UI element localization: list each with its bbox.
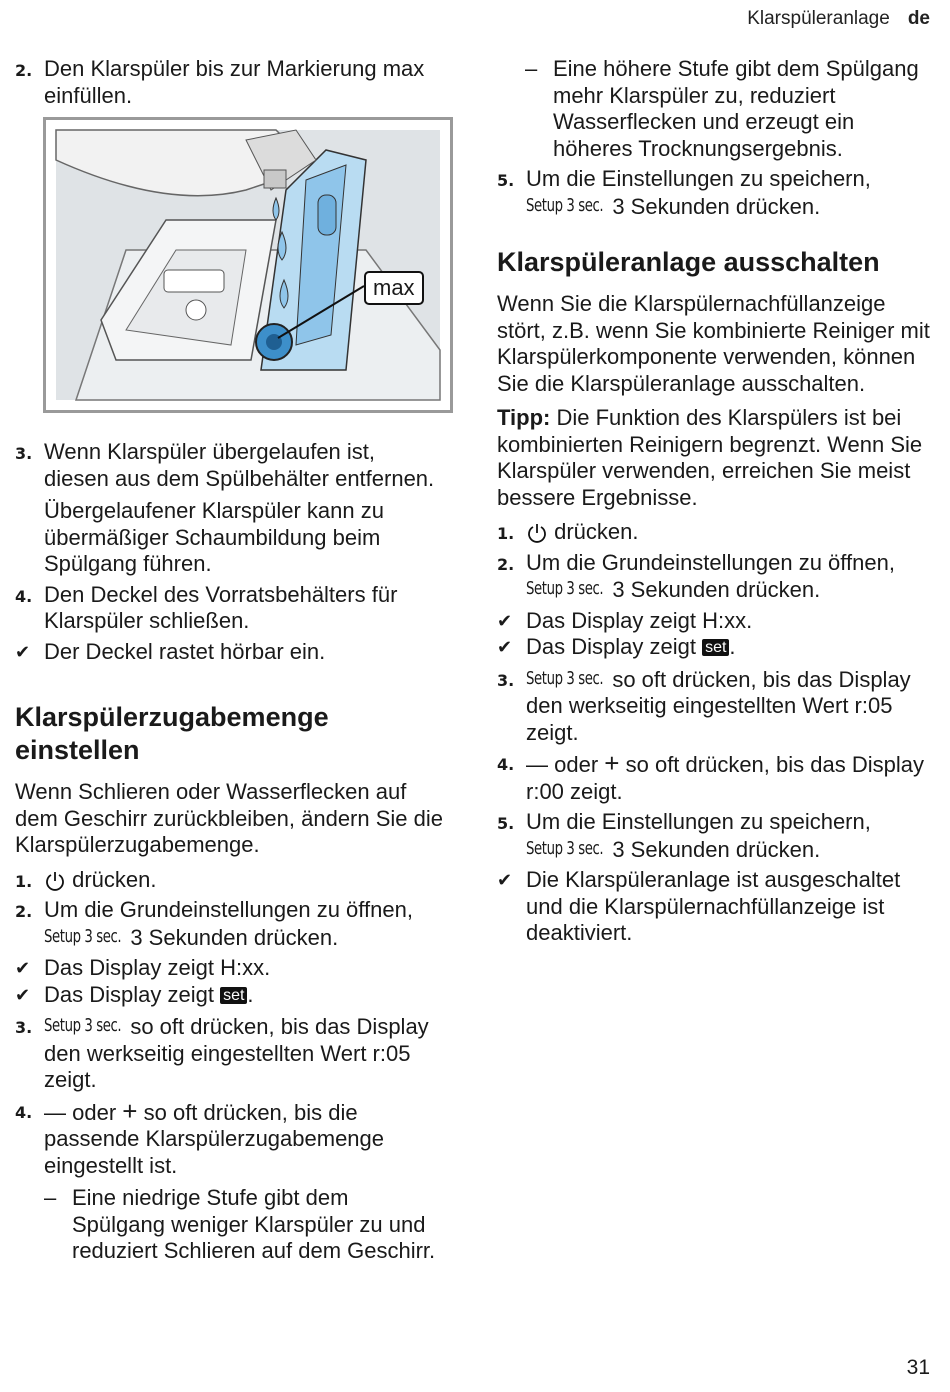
step-save [497, 809, 937, 863]
step-number: 2. [497, 554, 515, 574]
setup-button-label: Setup 3 sec. [526, 667, 604, 689]
step-number: 1. [15, 871, 33, 891]
step-text: so oft drücken, bis die passende Klarspülerzugabemenge eingestellt ist. [44, 1099, 385, 1178]
step-power [497, 519, 937, 546]
result-item [15, 955, 445, 982]
step-press-setup [497, 666, 937, 747]
result-text: Der Deckel rastet hörbar ein. [44, 638, 326, 664]
step-text: drücken. [72, 866, 157, 892]
dash-text: Eine höhere Stufe gibt dem Spülgang mehr Klarspüler zu, reduziert Wasserflecken und erzeugt ein höheres Trocknungsergebnis. [553, 56, 919, 161]
result-text: Das Display zeigt [44, 981, 214, 1007]
step-number: 4. [15, 1102, 33, 1122]
header-section: Klarspüleranlage [747, 8, 890, 29]
setup-button-label: Setup 3 sec. [526, 578, 604, 599]
result-text: Das Display zeigt H:xx. [44, 955, 271, 980]
step-text: Um die Einstellungen zu speichern, [526, 809, 871, 834]
dash-text: Eine niedrige Stufe gibt dem Spülgang weniger Klarspüler zu und reduziert Schlieren auf dem Geschirr. [72, 1185, 436, 1263]
max-label: max [364, 271, 424, 305]
tip-label: Tipp: [497, 405, 551, 430]
step-text: so oft drücken, bis das Display den werkseitig eingestellten Wert r:05 zeigt. [526, 666, 911, 745]
dispenser-drawing [46, 120, 450, 410]
result-item [497, 867, 937, 947]
checkmark-icon: ✔ [15, 958, 31, 978]
dash-bullet: – [44, 1185, 57, 1210]
step-open-settings [15, 897, 445, 951]
section-intro: Wenn Sie die Klarspülernachfüllanzeige stört, z.B. wenn Sie kombinierte Reiniger mit Klarspülerkomponente verwenden, können Sie die Klarspüleranlage ausschalten. [497, 291, 930, 396]
step-text: Um die Grundeinstellungen zu öffnen, [44, 897, 413, 922]
step-text: so oft drücken, bis das Display den werkseitig eingestellten Wert r:05 zeigt. [44, 1014, 429, 1092]
plus-icon: + [122, 1095, 138, 1126]
result-item [497, 608, 937, 635]
step-adjust [15, 1095, 445, 1265]
header-language: de [907, 8, 930, 29]
checkmark-icon: ✔ [497, 637, 513, 657]
setup-button-label: Setup 3 sec. [526, 194, 604, 216]
step-overflow [15, 439, 445, 578]
step-close-lid [15, 582, 445, 635]
step-text: Den Klarspüler bis zur Markierung max einfüllen. [44, 56, 425, 108]
step-power [15, 867, 445, 894]
step-open-settings [497, 550, 937, 604]
step-number: 3. [15, 1018, 33, 1037]
right-column [497, 56, 937, 947]
set-badge: set [220, 987, 247, 1004]
step-number: 4. [497, 755, 515, 774]
section-heading: Klarspüleranlage ausschalten [497, 247, 880, 277]
checkmark-icon: ✔ [497, 610, 513, 631]
checkmark-icon: ✔ [497, 870, 513, 890]
power-icon [526, 522, 548, 544]
minus-icon: — [526, 752, 548, 777]
step-number: 4. [15, 586, 33, 606]
result-text: Das Display zeigt H:xx. [526, 607, 753, 633]
page-number: 31 [906, 1356, 930, 1379]
step-number: 5. [497, 814, 515, 833]
section-intro: Wenn Schlieren oder Wasserflecken auf dem Geschirr zurückbleiben, ändern Sie die Klarspülerzugabemenge. [15, 779, 444, 857]
setup-button-label: Setup 3 sec. [44, 925, 122, 947]
step-adjust [497, 750, 937, 805]
step-number: 2. [15, 61, 33, 80]
section-heading: Klarspülerzugabemenge einstellen [15, 702, 329, 765]
dash-item [525, 56, 937, 162]
step-text: Wenn Klarspüler übergelaufen ist, diesen aus dem Spülbehälter entfernen. [44, 439, 435, 491]
oder-text: oder [554, 752, 599, 777]
dash-bullet: – [525, 56, 538, 81]
page-header [747, 8, 930, 30]
result-item [497, 634, 937, 662]
step-save [497, 166, 937, 220]
setup-button-label: Setup 3 sec. [44, 1015, 122, 1036]
rinse-aid-illustration [43, 117, 453, 413]
checkmark-icon: ✔ [15, 984, 31, 1005]
step-text-post: 3 Sekunden drücken. [130, 924, 339, 950]
checkmark-icon: ✔ [15, 641, 31, 662]
step-text: Um die Einstellungen zu speichern, [526, 166, 871, 191]
tip-paragraph [497, 405, 937, 511]
step-text: so oft drücken, bis das Display r:00 zeigt. [526, 752, 924, 804]
power-icon [44, 870, 66, 892]
step-fill [15, 56, 445, 109]
oder-text: oder [72, 1099, 117, 1125]
step-note: Übergelaufener Klarspüler kann zu übermäßiger Schaumbildung beim Spülgang führen. [44, 498, 384, 576]
left-column [15, 56, 445, 1269]
step-text-post: 3 Sekunden drücken. [612, 836, 821, 862]
step-number: 2. [15, 902, 33, 921]
dash-item [44, 1185, 445, 1265]
tip-text: Die Funktion des Klarspülers ist bei kombinierten Reinigern begrenzt. Wenn Sie Klarspüler verwenden, erreichen Sie meist bessere Ergebnisse. [497, 405, 923, 510]
result-item [15, 982, 445, 1010]
result-text: Die Klarspüleranlage ist ausgeschaltet und die Klarspülernachfüllanzeige ist deaktiviert. [526, 867, 901, 945]
setup-button-label: Setup 3 sec. [526, 837, 604, 859]
set-badge: set [702, 639, 729, 656]
plus-icon: + [604, 748, 620, 778]
minus-icon: — [44, 1099, 66, 1125]
result-punct: . [729, 634, 736, 659]
step-number: 1. [497, 524, 515, 543]
step-number: 3. [15, 444, 33, 463]
step-text: Den Deckel des Vorratsbehälters für Klarspüler schließen. [44, 581, 398, 633]
step-text: drücken. [554, 519, 639, 544]
step-number: 5. [497, 171, 515, 190]
step-text-post: 3 Sekunden drücken. [612, 193, 821, 219]
step-text: Um die Grundeinstellungen zu öffnen, [526, 549, 895, 575]
result-punct: . [247, 981, 254, 1007]
result-item [15, 639, 445, 666]
step-number: 3. [497, 670, 515, 690]
step-press-setup [15, 1013, 445, 1094]
result-text: Das Display zeigt [526, 634, 696, 659]
step-text-post: 3 Sekunden drücken. [612, 577, 821, 602]
